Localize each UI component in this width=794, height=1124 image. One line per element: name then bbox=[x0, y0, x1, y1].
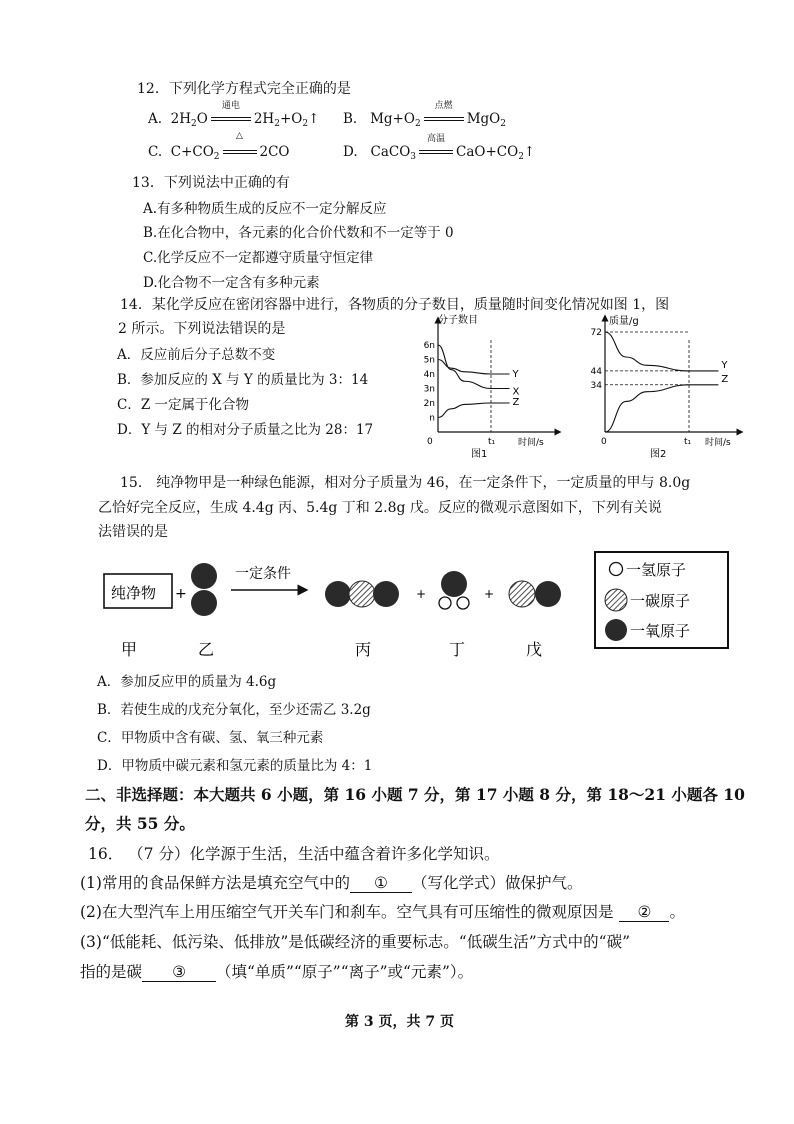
series-label-Z: Z bbox=[512, 397, 520, 408]
y-tick-label: 2n bbox=[423, 399, 435, 409]
subscript: 2 bbox=[274, 119, 280, 129]
subscript: 3 bbox=[410, 152, 417, 162]
series-line-Z bbox=[438, 403, 510, 418]
subscript: 2 bbox=[213, 152, 220, 162]
oxygen-atom bbox=[373, 581, 399, 607]
plus-sign: + bbox=[416, 587, 427, 601]
y-tick-label: 5n bbox=[423, 355, 435, 366]
q13-option-d: D.化合物不一定含有多种元素 bbox=[143, 275, 320, 291]
series-line-Y bbox=[605, 332, 718, 371]
x-tick-t1: t₁ bbox=[684, 437, 692, 447]
gas-arrow: ↑ bbox=[308, 111, 320, 127]
q15-option-a: A．参加反应甲的质量为 4.6g bbox=[97, 674, 277, 690]
reaction-condition: △ bbox=[236, 131, 243, 141]
formula-part: CaCO bbox=[370, 144, 411, 160]
answer-blank-3[interactable]: ③ bbox=[142, 963, 216, 982]
q14-stem-line1: 14．某化学反应在密闭容器中进行，各物质的分子数目，质量随时间变化情况如图 1，图 bbox=[120, 297, 670, 313]
legend-oxygen: 一氧原子 bbox=[630, 622, 691, 640]
oxygen-atom bbox=[441, 571, 467, 597]
plus-sign: + bbox=[175, 586, 187, 602]
reaction-condition: 通电 bbox=[221, 101, 240, 111]
option-letter: C. bbox=[148, 144, 163, 160]
option-letter: D. bbox=[343, 144, 358, 160]
q13-option-c: C.化学反应不一定都遵守质量守恒定律 bbox=[143, 250, 374, 266]
q16-part3-line1: (3)“低能耗、低污染、低排放”是低碳经济的重要标志。“低碳生活”方式中的“碳” bbox=[80, 933, 631, 951]
q16-part1-text: (1)常用的食品保鲜方法是填充空气中的 bbox=[80, 874, 350, 892]
answer-blank-2[interactable]: ② bbox=[619, 903, 669, 922]
x-axis-label: 时间/s bbox=[518, 438, 544, 448]
series-label-Y: Y bbox=[512, 369, 519, 380]
page-footer: 第 3 页，共 7 页 bbox=[345, 1014, 454, 1030]
subscript: 2 bbox=[414, 119, 421, 129]
oxygen-atom bbox=[535, 581, 561, 607]
formula-part: MgO bbox=[466, 111, 501, 127]
plus-sign: + bbox=[484, 587, 495, 601]
q15-stem-line3: 法错误的是 bbox=[98, 524, 168, 540]
reaction-arrow bbox=[221, 131, 259, 158]
reaction-arrow bbox=[417, 134, 455, 158]
label-yi: 乙 bbox=[198, 640, 215, 659]
oxygen-legend-icon bbox=[605, 619, 627, 641]
q13-option-a: A.有多种物质生成的反应不一定分解反应 bbox=[143, 201, 387, 217]
figure1-caption: 图1 bbox=[471, 449, 488, 458]
reaction-micro-diagram bbox=[98, 548, 738, 663]
gas-arrow: ↑ bbox=[523, 144, 536, 160]
carbon-atom bbox=[349, 581, 375, 607]
q12-stem: 12．下列化学方程式完全正确的是 bbox=[137, 81, 351, 97]
carbon-legend-icon bbox=[605, 589, 627, 611]
reaction-condition: 点燃 bbox=[434, 101, 453, 111]
series-label-Z: Z bbox=[721, 373, 729, 385]
x-tick-0: 0 bbox=[427, 437, 433, 447]
formula-part: Mg+O bbox=[370, 111, 415, 127]
reaction-condition: 一定条件 bbox=[235, 566, 291, 582]
formula-part: CaO+CO bbox=[456, 144, 519, 160]
q14-option-b: B．参加反应的 X 与 Y 的质量比为 3：14 bbox=[117, 372, 369, 388]
q16-part2-text: (2)在大型汽车上用压缩空气开关车门和刹车。空气具有可压缩性的微观原因是 bbox=[80, 903, 614, 921]
x-tick-t1: t₁ bbox=[488, 437, 496, 447]
reaction-arrow bbox=[422, 101, 466, 125]
reaction-condition: 高温 bbox=[427, 134, 446, 144]
y-tick-label: 72 bbox=[590, 328, 602, 338]
q15-option-c: C．甲物质中含有碳、氢、氧三种元素 bbox=[97, 730, 324, 746]
figure2-caption: 图2 bbox=[650, 449, 667, 458]
hydrogen-legend-icon bbox=[610, 563, 623, 576]
oxygen-atom bbox=[325, 581, 351, 607]
subscript: 2 bbox=[518, 152, 524, 162]
q16-part1 bbox=[80, 871, 582, 893]
q16-part3-tail: （填“单质”“原子”“离子”或“元素”）。 bbox=[216, 963, 474, 981]
subscript: 2 bbox=[191, 119, 197, 129]
reaction-arrow bbox=[209, 101, 253, 125]
section2-line1: 二、非选择题：本大题共 6 小题，第 16 小题 7 分，第 17 小题 8 分，第 18～21 小题各 10 bbox=[85, 785, 745, 804]
series-line-Y bbox=[438, 360, 510, 375]
q15-stem-line1: 15． 纯净物甲是一种绿色能源，相对分子质量为 46，在一定条件下，一定质量的甲与 8.0g bbox=[120, 475, 691, 491]
legend-hydrogen: 一氢原子 bbox=[626, 561, 687, 579]
formula-part: 2H bbox=[170, 111, 192, 127]
oxygen-atom bbox=[191, 563, 217, 589]
option-letter: B. bbox=[343, 111, 358, 127]
label-jia: 甲 bbox=[121, 640, 138, 659]
q14-option-d: D．Y 与 Z 的相对分子质量之比为 28：17 bbox=[117, 422, 374, 438]
q12-option-c bbox=[148, 131, 290, 162]
q16-stem: 16． （7 分）化学源于生活，生活中蕴含着许多化学知识。 bbox=[88, 845, 500, 863]
q15-option-b: B．若使生成的戊充分氧化，至少还需乙 3.2g bbox=[97, 702, 371, 718]
section2-line2: 分，共 55 分。 bbox=[85, 814, 195, 833]
y-tick-label: 6n bbox=[423, 341, 435, 351]
q15-option-d: D．甲物质中碳元素和氢元素的质量比为 4：1 bbox=[97, 758, 373, 774]
q13-stem: 13．下列说法中正确的有 bbox=[132, 175, 290, 191]
series-line-Z bbox=[605, 385, 718, 432]
formula-part: C+CO bbox=[170, 144, 214, 160]
series-label-X: X bbox=[512, 386, 520, 398]
x-axis-label: 时间/s bbox=[705, 438, 731, 448]
q16-part2-tail: 。 bbox=[669, 903, 685, 921]
option-letter: A. bbox=[148, 111, 163, 127]
y-tick-label: 34 bbox=[590, 380, 602, 391]
y-tick-label: 4n bbox=[423, 370, 435, 380]
oxygen-atom bbox=[191, 590, 217, 616]
formula-part: O bbox=[196, 111, 208, 127]
q13-option-b: B.在化合物中，各元素的化合价代数和不一定等于 0 bbox=[143, 225, 454, 241]
hydrogen-atom bbox=[439, 597, 451, 609]
q16-part1-tail: （写化学式）做保护气。 bbox=[411, 874, 583, 892]
series-line-X bbox=[438, 345, 510, 389]
y-tick-label: 3n bbox=[423, 384, 435, 395]
q12-option-d bbox=[343, 134, 536, 162]
pure-substance-label: 纯净物 bbox=[111, 584, 157, 602]
label-wu: 戊 bbox=[526, 640, 543, 659]
q15-stem-line2: 乙恰好完全反应，生成 4.4g 丙、5.4g 丁和 2.8g 戊。反应的微观示意图如下，下列有关说 bbox=[98, 500, 662, 516]
q14-option-c: C．Z 一定属于化合物 bbox=[117, 397, 250, 413]
q12-option-a bbox=[148, 101, 320, 129]
y-axis-label: 质量/g bbox=[609, 316, 639, 327]
formula-part: 2H bbox=[253, 111, 275, 127]
figure2-chart bbox=[585, 310, 747, 458]
formula-part: 2CO bbox=[259, 144, 290, 160]
q14-option-a: A．反应前后分子总数不变 bbox=[117, 347, 276, 363]
q14-stem-line2: 2 所示。下列说法错误的是 bbox=[118, 321, 286, 337]
subscript: 2 bbox=[500, 119, 506, 129]
q16-part3-text: 指的是碳 bbox=[80, 963, 143, 981]
label-ding: 丁 bbox=[449, 640, 466, 659]
q16-part2 bbox=[80, 900, 685, 922]
figure1-chart bbox=[408, 310, 568, 458]
y-tick-label: n bbox=[429, 413, 435, 424]
formula-part: +O bbox=[279, 111, 303, 127]
hydrogen-atom bbox=[457, 597, 469, 609]
label-bing: 丙 bbox=[355, 640, 372, 659]
series-label-Y: Y bbox=[721, 359, 728, 371]
legend-carbon: 一碳原子 bbox=[630, 592, 691, 610]
carbon-atom bbox=[509, 581, 535, 607]
q16-part3-line2 bbox=[80, 960, 473, 982]
y-tick-label: 44 bbox=[590, 366, 602, 377]
subscript: 2 bbox=[302, 119, 309, 129]
q12-option-b bbox=[343, 101, 506, 129]
answer-blank-1[interactable]: ① bbox=[350, 874, 412, 893]
x-tick-0: 0 bbox=[601, 437, 607, 447]
y-axis-label: 分子数目 bbox=[438, 315, 478, 326]
